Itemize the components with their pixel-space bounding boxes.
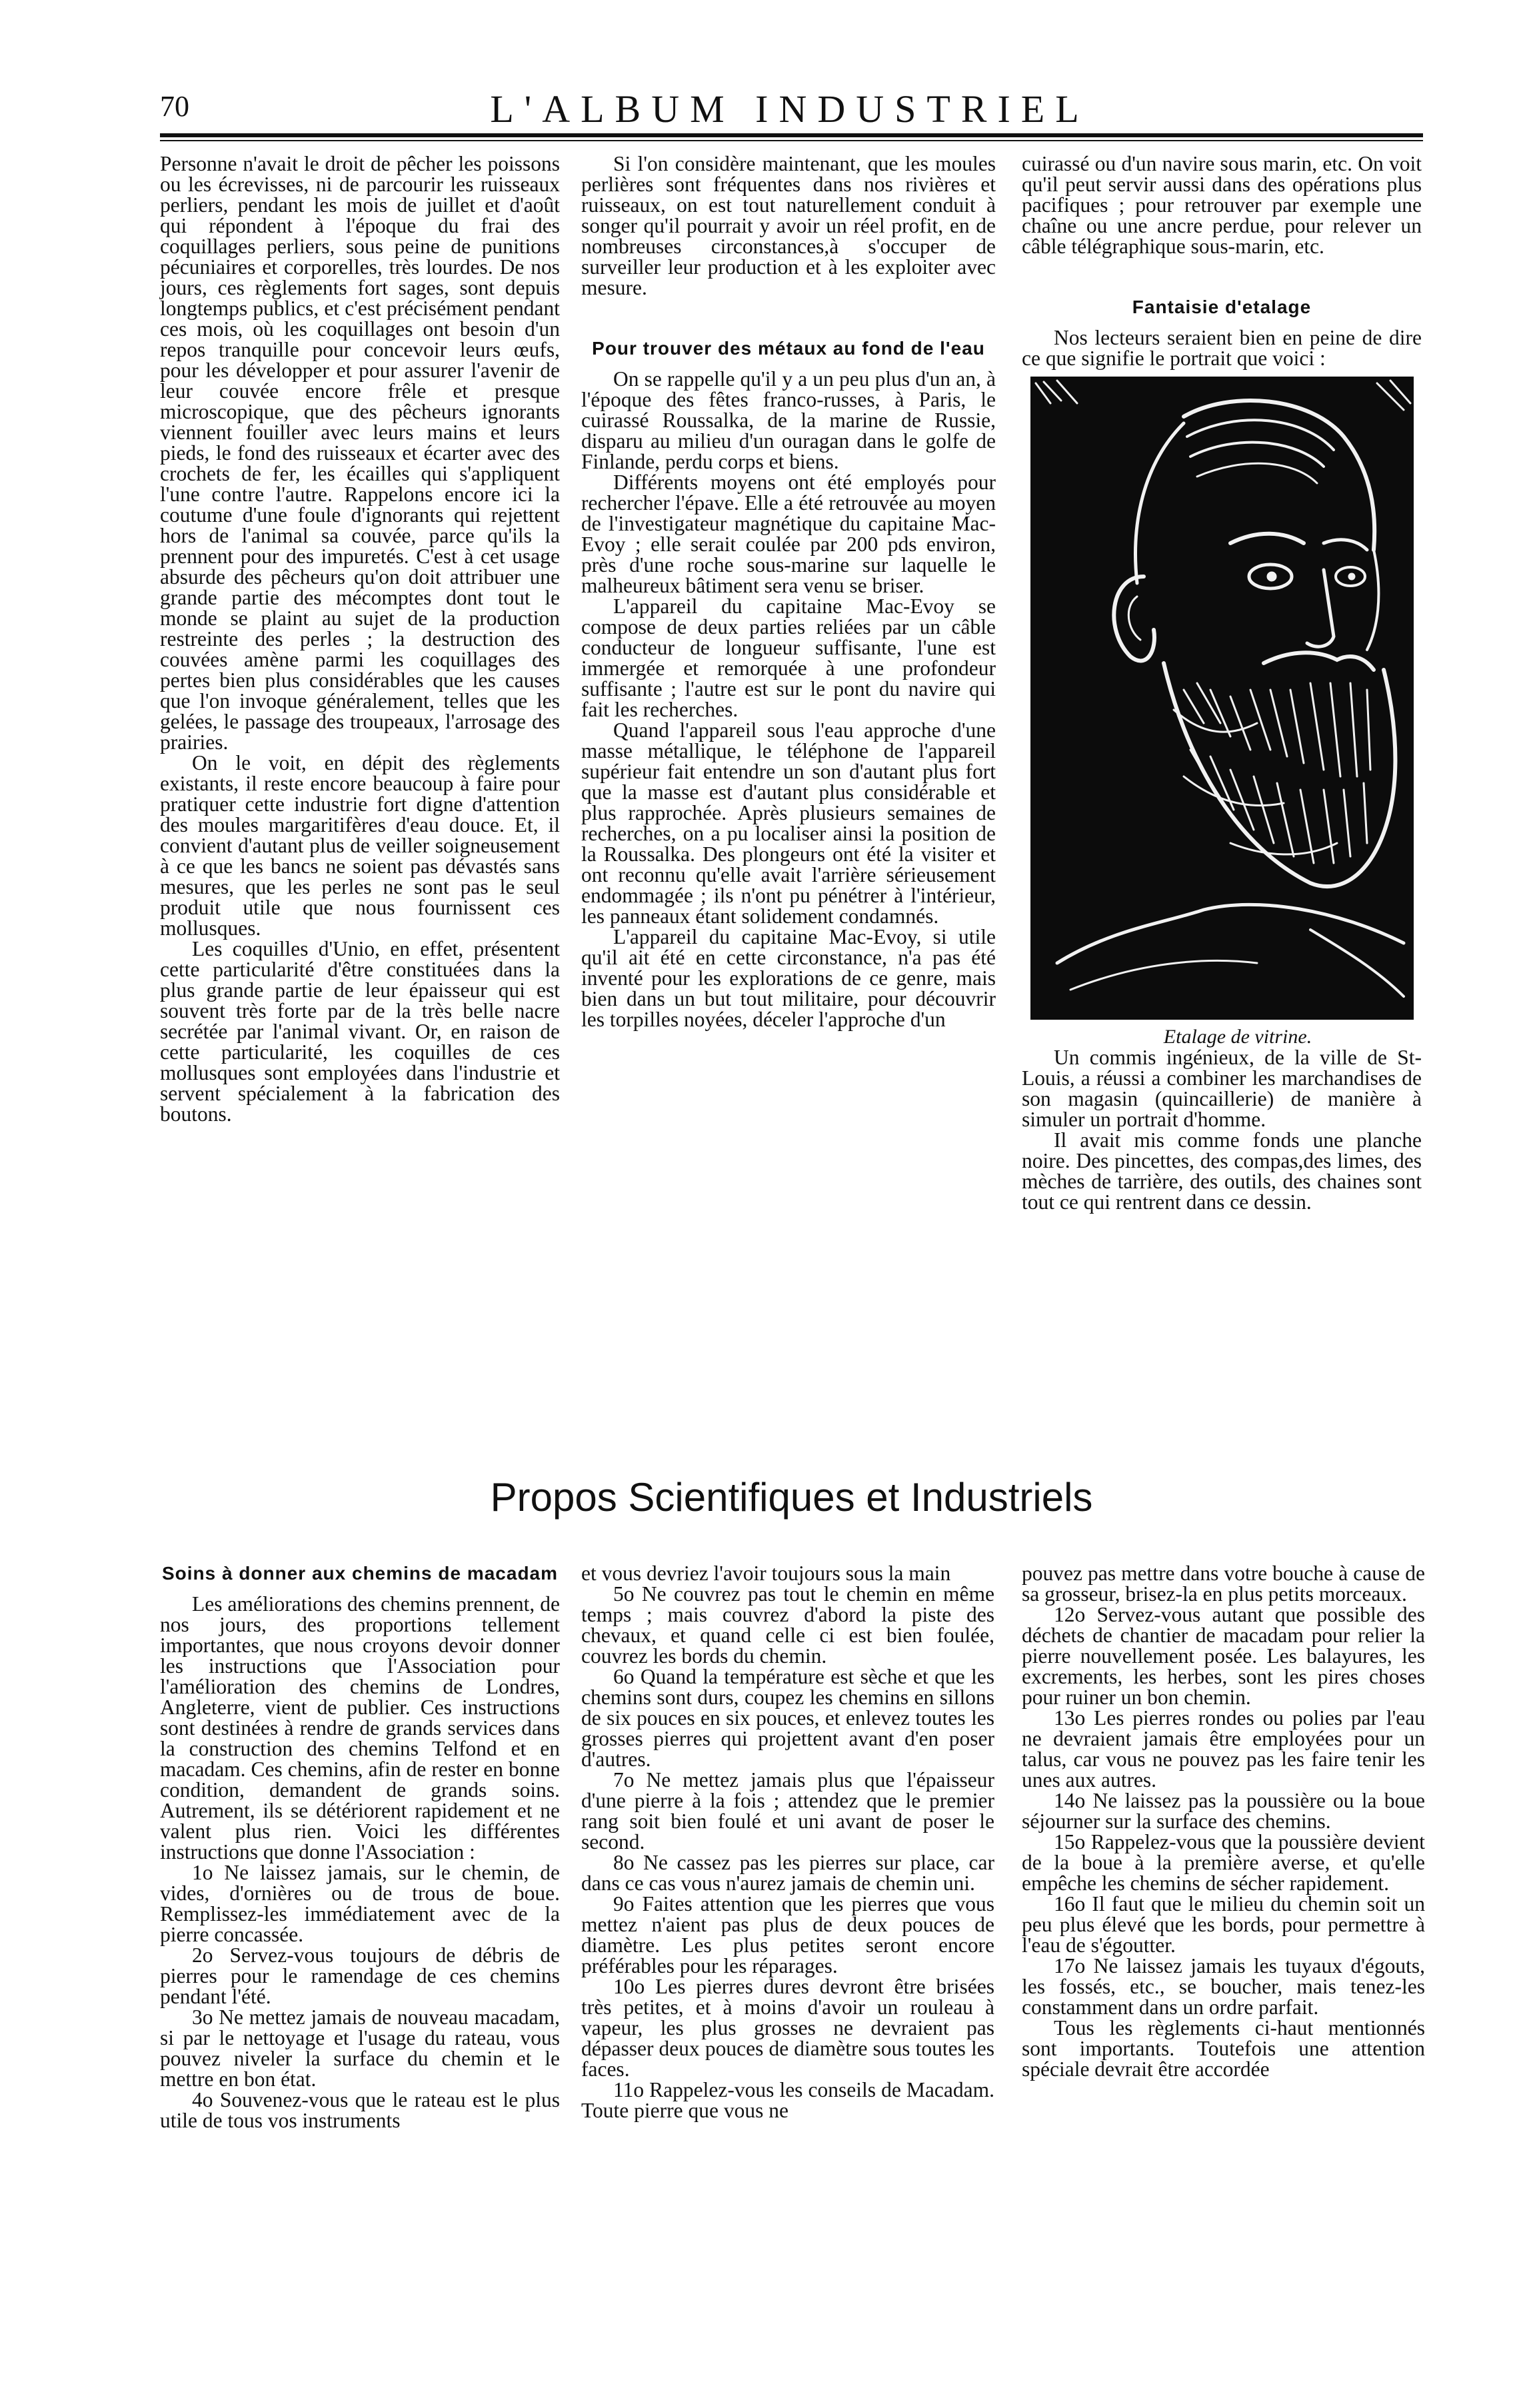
paragraph: cuirassé ou d'un navire sous marin, etc. On voit qu'il peut servir aussi dans des opérations plus pacifiques ; pour retrouver par exemple une chaîne ou une ancre perdue, pour relever un câble télégraphique sous-marin, etc. <box>1022 152 1422 258</box>
column-2 <box>581 153 996 1030</box>
article-heading-soins: Soins à donner aux chemins de macadam <box>161 1563 559 1584</box>
paragraph: Différents moyens ont été employés pour rechercher l'épave. Elle a été retrouvée au moyen de l'investigateur magnétique du capitaine Mac-Evoy ; elle serait coulée par 200 pds environ, près d'une roche sous-marine sur laquelle le malheureux bâtiment sera venu se briser. <box>581 471 996 597</box>
paragraph: On le voit, en dépit des règlements existants, il reste encore beaucoup à faire pour pratiquer cette industrie fort digne d'attention des moules margaritifères d'eau douce. Et, il convient d'autant plus de veiller soigneusement à ce que les bancs ne soient pas dévastés sans mesures, que les perles ne sont pas le seul produit utile que nous fournissent ces mollusques. <box>160 751 560 940</box>
paragraph: 6o Quand la température est sèche et que les chemins sont durs, coupez les chemins en sillons de six pouces en six pouces, et enlevez toutes les grosses pierres qui projettent avant d'en poser d'autres. <box>581 1665 994 1771</box>
paragraph: 5o Ne couvrez pas tout le chemin en même temps ; mais couvrez d'abord la piste des chevaux, et quand celle ci est bien foulée, couvrez les bords du chemin. <box>581 1582 994 1668</box>
paragraph: 12o Servez-vous autant que possible des déchets de chantier de macadam pour relier la pierre nouvellement posée. Les balayures, les excrements, les herbes, sont les pires choses pour ruiner un bon chemin. <box>1022 1603 1425 1709</box>
paragraph: 13o Les pierres rondes ou polies par l'eau ne devraient jamais être employées pour un talus, car vous ne pouvez pas les faire tenir les unes aux autres. <box>1022 1706 1425 1792</box>
paragraph: 4o Souvenez-vous que le rateau est le plus utile de tous vos instruments <box>160 2088 560 2132</box>
paragraph: Un commis ingénieux, de la ville de St-Louis, a réussi a combiner les marchandises de son magasin (quincaillerie) de manière à simuler un portrait d'homme. <box>1022 1046 1422 1131</box>
paragraph: Il avait mis comme fonds une planche noire. Des pincettes, des compas,des limes, des mèches de tarrière, des outils, des chaines sont tout ce qui rentrent dans ce dessin. <box>1022 1128 1422 1214</box>
paragraph: Quand l'appareil sous l'eau approche d'une masse métallique, le téléphone de l'appareil supérieur fait entendre un son d'autant plus fort que la masse est d'autant plus considérable et plus rapprochée. Après plusieurs semaines de recherches, on a pu localiser ainsi la position de la Roussalka. Des plongeurs ont été la visiter et ont reconnu qu'elle avait l'arrière sérieusement endommagée ; ils n'ont pu pénétrer à l'intérieur, les panneaux étant solidement condamnés. <box>581 718 996 928</box>
paragraph: et vous devriez l'avoir toujours sous la main <box>581 1562 951 1585</box>
column-6 <box>1022 1563 1425 2079</box>
paragraph: L'appareil du capitaine Mac-Evoy, si utile qu'il ait été en cette circonstance, n'a pas été inventé pour les explorations de ce genre, mais bien dans un but tout militaire, pour découvrir les torpilles noyées, déceler l'approche d'un <box>581 925 996 1031</box>
header-rule <box>160 133 1423 137</box>
article-heading-metals: Pour trouver des métaux au fond de l'eau <box>592 338 985 359</box>
paragraph: 8o Ne cassez pas les pierres sur place, car dans ce cas vous n'aurez jamais de chemin uni. <box>581 1851 994 1895</box>
paragraph: Nos lecteurs seraient bien en peine de dire ce que signifie le portrait que voici : <box>1022 326 1422 370</box>
paragraph: 15o Rappelez-vous que la poussière devient de la boue à la première averse, et qu'elle empêche les chemins de sécher rapidement. <box>1022 1830 1425 1895</box>
journal-title: L'ALBUM INDUSTRIEL <box>490 87 1090 131</box>
column-1 <box>160 153 560 1124</box>
paragraph: Si l'on considère maintenant, que les moules perlières sont fréquentes dans nos rivières et ruisseaux, on est tout naturellement conduit à songer qu'il pourrait y avoir un réel profit, en de nombreuses circonstances,à s'occuper de surveiller leur production et à les exploiter avec mesure. <box>581 152 996 299</box>
paragraph: 7o Ne mettez jamais plus que l'épaisseur d'une pierre à la fois ; attendez que le premier rang soit bien foulé et uni avant de poser le second. <box>581 1768 994 1853</box>
paragraph: Les coquilles d'Unio, en effet, présentent cette particularité d'être constituées dans la plus grande partie de leur épaisseur qui est souvent très forte par de la très belle nacre secrétée par l'animal vivant. Or, en raison de cette particularité, les coquilles de ces mollusques sont employées dans l'industrie et servent spécialement à la fabrication des boutons. <box>160 937 560 1126</box>
paragraph: 3o Ne mettez jamais de nouveau macadam, si par le nettoyage et l'usage du rateau, vous pouvez niveler la surface du chemin et le mettre en bon état. <box>160 2005 560 2091</box>
paragraph: pouvez pas mettre dans votre bouche à cause de sa grosseur, brisez-la en plus petits morceaux. <box>1022 1562 1425 1606</box>
column-5 <box>581 1563 994 2121</box>
paragraph: 1o Ne laissez jamais, sur le chemin, de vides, d'ornières ou de trous de boue. Remplissez-les immédiatement avec de la pierre concassée. <box>160 1861 560 1946</box>
paragraph: Tous les règlements ci-haut mentionnés sont importants. Toutefois une attention spéciale devrait être accordée <box>1022 2016 1425 2081</box>
paragraph: Personne n'avait le droit de pêcher les poissons ou les écrevisses, ni de parcourir les ruisseaux perliers, pendant les mois de juillet et d'août qui répondent à l'époque du frai des coquillages perliers, sous peine de punitions pécuniaires et corporelles, très lourdes. De nos jours, ces règlements fort sages, sont depuis longtemps publics, et c'est précisément pendant ces mois, où les coquillages ont besoin d'un repos tranquille pour concevoir leurs œufs, pour les développer et pour assurer l'avenir de leur couvée encore frêle et presque microscopique, que des pêcheurs ignorants viennent fouiller avec leurs mains et leurs pieds, le fond des ruisseaux et écarter avec des crochets de fer, les écailles qui s'appliquent l'une contre l'autre. Rappelons encore ici la coutume d'une foule d'ignorants qui rejettent hors de l'animal sa couvée, parce qu'ils la prennent pour des impuretés. C'est à cet usage absurde des pêcheurs qu'on doit attribuer une grande partie des mécomptes dont tout le monde se plaint au sujet de la production restreinte des perles ; la destruction des couvées amène parmi les coquillages des pertes bien plus considérables que les causes que l'on invoque généralement, telles que les gelées, le passage des troupeaux, l'arrosage des prairies. <box>160 152 560 754</box>
article-heading-fantaisie: Fantaisie d'etalage <box>1132 297 1312 317</box>
paragraph: Les améliorations des chemins prennent, de nos jours, des proportions tellement importantes, que nous croyons devoir donner les instructions que l'Association pour l'amélioration des chemins de Londres, Angleterre, vient de publier. Ces instructions sont destinées à rendre de grands services dans la construction des chemins Telfond et en macadam. Ces chemins, afin de rester en bonne condition, demandent de grands soins. Autrement, ils se détériorent rapidement et ne valent plus rien. Voici les différentes instructions que donne l'Association : <box>160 1592 560 1863</box>
column-4 <box>160 1563 560 2131</box>
portrait-illustration <box>1030 377 1414 1020</box>
column-3 <box>1022 153 1422 1212</box>
paragraph: 9o Faites attention que les pierres que vous mettez n'aient pas plus de deux pouces de diamètre. Les plus petites seront encore préférables pour les réparages. <box>581 1892 994 1977</box>
paragraph: 16o Il faut que le milieu du chemin soit un peu plus élevé que les bords, pour permettre à l'eau de s'égoutter. <box>1022 1892 1425 1957</box>
paragraph: 11o Rappelez-vous les conseils de Macadam. Toute pierre que vous ne <box>581 2078 994 2122</box>
paragraph: 14o Ne laissez pas la poussière ou la boue séjourner sur la surface des chemins. <box>1022 1789 1425 1833</box>
header-rule-thin <box>160 140 1423 141</box>
paragraph: L'appareil du capitaine Mac-Evoy se compose de deux parties reliées par un câble conducteur de longueur suffisante, l'une est immergée et remorquée à une profondeur suffisante ; l'autre est sur le pont du navire qui fait les recherches. <box>581 595 996 721</box>
paragraph: 17o Ne laissez jamais les tuyaux d'égouts, les fossés, etc., se boucher, mais tenez-les constamment dans un ordre parfait. <box>1022 1954 1425 2019</box>
page-number: 70 <box>160 90 189 123</box>
section-title: Propos Scientifiques et Industriels <box>490 1475 1093 1520</box>
paragraph: 2o Servez-vous toujours de débris de pierres pour le ramendage de ces chemins pendant l'été. <box>160 1943 560 2008</box>
portrait-caption: Etalage de vitrine. <box>1163 1026 1312 1048</box>
paragraph: 10o Les pierres dures devront être brisées très petites, et à moins d'avoir un rouleau à vapeur, les plus grosses ne devraient pas dépasser deux pouces de diamètre sous toutes les faces. <box>581 1975 994 2081</box>
paragraph: On se rappelle qu'il y a un peu plus d'un an, à l'époque des fêtes franco-russes, à Paris, le cuirassé Roussalka, de la marine de Russie, disparu au milieu d'un ouragan dans le golfe de Finlande, perdu corps et biens. <box>581 367 996 473</box>
page-header <box>160 87 1420 140</box>
